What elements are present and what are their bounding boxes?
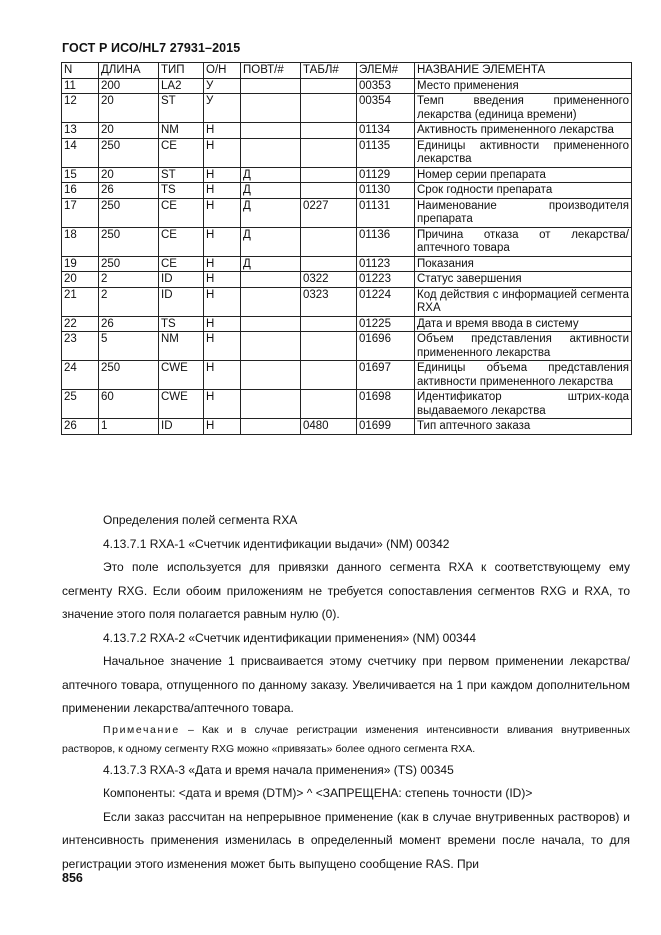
table-row <box>62 390 632 419</box>
cell-element: 01136 <box>357 227 415 256</box>
col-header-length: ДЛИНА <box>99 63 159 79</box>
cell-repeat <box>241 138 301 167</box>
section-heading-rxa1: 4.13.7.1 RXA-1 «Счетчик идентификации выдачи» (NM) 00342 <box>103 536 450 551</box>
cell-opt: Н <box>204 198 241 227</box>
paragraph-rxa2: Начальное значение 1 присваивается этому счетчику при первом применении лекарства/аптечного товара, отпущенного по данному заказу. Увеличивается на 1 при каждом дополнительном применении лекарства/аптечного товара. <box>62 654 630 715</box>
col-header-opt: О/Н <box>204 63 241 79</box>
cell-element: 01696 <box>357 332 415 361</box>
cell-table <box>301 78 357 94</box>
cell-element: 01699 <box>357 419 415 435</box>
cell-length: 5 <box>99 332 159 361</box>
cell-repeat <box>241 287 301 316</box>
cell-opt: Н <box>204 332 241 361</box>
cell-length: 60 <box>99 390 159 419</box>
cell-name: Единицы объема представления активности примененного лекарства <box>415 361 632 390</box>
cell-name: Дата и время ввода в систему <box>415 316 632 332</box>
cell-repeat <box>241 78 301 94</box>
cell-repeat: Д <box>241 167 301 183</box>
section-caption: Определения полей сегмента RXA <box>103 513 298 527</box>
cell-name: Наименование производителя препарата <box>415 198 632 227</box>
table-row <box>62 94 632 123</box>
cell-table: 0480 <box>301 419 357 435</box>
cell-name: Номер серии препарата <box>415 167 632 183</box>
cell-table: 0227 <box>301 198 357 227</box>
col-header-n: N <box>62 63 99 79</box>
cell-opt: Н <box>204 183 241 199</box>
cell-name: Темп введения примененного лекарства (единица времени) <box>415 94 632 123</box>
cell-repeat <box>241 94 301 123</box>
cell-type: ID <box>159 287 204 316</box>
cell-table <box>301 227 357 256</box>
note-label: Примечание <box>103 723 180 736</box>
paragraph-rxa1: Это поле используется для привязки данного сегмента RXA к соответствующему ему сегменту RXG. Если обоим приложениям не требуется сопоставления сегментов RXG и RXA, то значение этого поля полагается равным нулю (0). <box>62 560 630 621</box>
cell-element: 01697 <box>357 361 415 390</box>
cell-name: Тип аптечного заказа <box>415 419 632 435</box>
cell-opt: Н <box>204 138 241 167</box>
cell-table <box>301 167 357 183</box>
cell-repeat <box>241 272 301 288</box>
cell-n: 12 <box>62 94 99 123</box>
cell-opt: Н <box>204 167 241 183</box>
cell-n: 24 <box>62 361 99 390</box>
cell-element: 01698 <box>357 390 415 419</box>
table-row <box>62 138 632 167</box>
section-heading-rxa3: 4.13.7.3 RXA-3 «Дата и время начала применения» (TS) 00345 <box>103 762 454 777</box>
col-header-table: ТАБЛ# <box>301 63 357 79</box>
cell-length: 250 <box>99 227 159 256</box>
table-row <box>62 227 632 256</box>
col-header-repeat: ПОВТ/# <box>241 63 301 79</box>
cell-opt: Н <box>204 361 241 390</box>
cell-table <box>301 94 357 123</box>
cell-type: LA2 <box>159 78 204 94</box>
cell-opt: Н <box>204 272 241 288</box>
cell-length: 20 <box>99 94 159 123</box>
table-row <box>62 287 632 316</box>
cell-table <box>301 138 357 167</box>
cell-n: 22 <box>62 316 99 332</box>
cell-length: 250 <box>99 198 159 227</box>
cell-n: 14 <box>62 138 99 167</box>
col-header-element: ЭЛЕМ# <box>357 63 415 79</box>
table-row <box>62 78 632 94</box>
cell-type: ST <box>159 167 204 183</box>
table-row <box>62 256 632 272</box>
cell-length: 250 <box>99 361 159 390</box>
cell-length: 250 <box>99 138 159 167</box>
cell-length: 26 <box>99 183 159 199</box>
paragraph-rxa3-components: Компоненты: <дата и время (DTM)> ^ <ЗАПРЕЩЕНА: степень точности (ID)> <box>103 786 533 800</box>
cell-n: 11 <box>62 78 99 94</box>
cell-name: Объем представления активности примененного лекарства <box>415 332 632 361</box>
cell-element: 00353 <box>357 78 415 94</box>
table-row <box>62 183 632 199</box>
cell-element: 01129 <box>357 167 415 183</box>
cell-type: NM <box>159 332 204 361</box>
cell-type: CWE <box>159 361 204 390</box>
cell-length: 2 <box>99 287 159 316</box>
cell-name: Показания <box>415 256 632 272</box>
cell-length: 26 <box>99 316 159 332</box>
page-number: 856 <box>62 871 83 885</box>
cell-element: 01130 <box>357 183 415 199</box>
cell-table <box>301 123 357 139</box>
cell-opt: Н <box>204 123 241 139</box>
col-header-type: ТИП <box>159 63 204 79</box>
cell-n: 26 <box>62 419 99 435</box>
cell-name: Единицы активности примененного лекарства <box>415 138 632 167</box>
section-heading-rxa2: 4.13.7.2 RXA-2 «Счетчик идентификации применения» (NM) 00344 <box>103 630 477 645</box>
cell-name: Причина отказа от лекарства/аптечного товара <box>415 227 632 256</box>
cell-length: 200 <box>99 78 159 94</box>
document-header: ГОСТ Р ИСО/HL7 27931–2015 <box>62 41 241 55</box>
cell-type: CE <box>159 138 204 167</box>
table-row <box>62 123 632 139</box>
table-row <box>62 332 632 361</box>
paragraph-rxa3: Если заказ рассчитан на непрерывное применение (как в случае внутривенных растворов) и интенсивность применения изменилась в определенный момент времени после начала, то для регистрации этого изменения может быть выпущено сообщение RAS. При <box>62 809 630 871</box>
cell-opt: Н <box>204 256 241 272</box>
cell-element: 00354 <box>357 94 415 123</box>
cell-table: 0323 <box>301 287 357 316</box>
col-header-name: НАЗВАНИЕ ЭЛЕМЕНТА <box>415 63 632 79</box>
cell-repeat <box>241 332 301 361</box>
cell-table <box>301 361 357 390</box>
cell-opt: Н <box>204 390 241 419</box>
cell-element: 01123 <box>357 256 415 272</box>
cell-repeat <box>241 316 301 332</box>
cell-repeat <box>241 419 301 435</box>
table-row <box>62 167 632 183</box>
cell-length: 20 <box>99 167 159 183</box>
cell-table <box>301 316 357 332</box>
cell-repeat: Д <box>241 183 301 199</box>
cell-length: 2 <box>99 272 159 288</box>
cell-name: Статус завершения <box>415 272 632 288</box>
cell-name: Срок годности препарата <box>415 183 632 199</box>
cell-repeat <box>241 123 301 139</box>
cell-type: CE <box>159 256 204 272</box>
table-row <box>62 361 632 390</box>
cell-table <box>301 256 357 272</box>
cell-n: 20 <box>62 272 99 288</box>
cell-type: ST <box>159 94 204 123</box>
cell-n: 21 <box>62 287 99 316</box>
cell-name: Активность примененного лекарства <box>415 123 632 139</box>
cell-length: 250 <box>99 256 159 272</box>
cell-element: 01225 <box>357 316 415 332</box>
cell-type: TS <box>159 183 204 199</box>
cell-table: 0322 <box>301 272 357 288</box>
cell-repeat: Д <box>241 198 301 227</box>
body-text <box>62 509 630 876</box>
cell-opt: У <box>204 94 241 123</box>
cell-table <box>301 183 357 199</box>
cell-table <box>301 332 357 361</box>
cell-repeat: Д <box>241 256 301 272</box>
cell-n: 23 <box>62 332 99 361</box>
cell-type: CWE <box>159 390 204 419</box>
cell-element: 01224 <box>357 287 415 316</box>
cell-repeat <box>241 390 301 419</box>
cell-element: 01131 <box>357 198 415 227</box>
note <box>62 721 630 759</box>
cell-element: 01223 <box>357 272 415 288</box>
note-text: – Как и в случае регистрации изменения интенсивности вливания внутривенных растворов, к одному сегменту RXG можно «привязать» более одного сегмента RXA. <box>62 723 630 755</box>
cell-type: CE <box>159 227 204 256</box>
table-header-row <box>62 63 632 79</box>
cell-repeat <box>241 361 301 390</box>
segment-fields-table <box>61 62 632 435</box>
cell-name: Код действия с информацией сегмента RXA <box>415 287 632 316</box>
table-row <box>62 419 632 435</box>
cell-name: Место применения <box>415 78 632 94</box>
cell-type: TS <box>159 316 204 332</box>
table-row <box>62 316 632 332</box>
cell-n: 25 <box>62 390 99 419</box>
cell-length: 20 <box>99 123 159 139</box>
cell-opt: У <box>204 78 241 94</box>
cell-n: 13 <box>62 123 99 139</box>
cell-repeat: Д <box>241 227 301 256</box>
cell-n: 15 <box>62 167 99 183</box>
cell-length: 1 <box>99 419 159 435</box>
cell-opt: Н <box>204 287 241 316</box>
cell-opt: Н <box>204 227 241 256</box>
cell-element: 01134 <box>357 123 415 139</box>
cell-type: ID <box>159 419 204 435</box>
cell-n: 16 <box>62 183 99 199</box>
cell-n: 17 <box>62 198 99 227</box>
cell-type: NM <box>159 123 204 139</box>
cell-type: ID <box>159 272 204 288</box>
cell-n: 19 <box>62 256 99 272</box>
table-row <box>62 198 632 227</box>
cell-opt: Н <box>204 316 241 332</box>
cell-element: 01135 <box>357 138 415 167</box>
table-row <box>62 272 632 288</box>
cell-table <box>301 390 357 419</box>
cell-type: CE <box>159 198 204 227</box>
cell-n: 18 <box>62 227 99 256</box>
cell-name: Идентификатор штрих-кода выдаваемого лекарства <box>415 390 632 419</box>
cell-opt: Н <box>204 419 241 435</box>
